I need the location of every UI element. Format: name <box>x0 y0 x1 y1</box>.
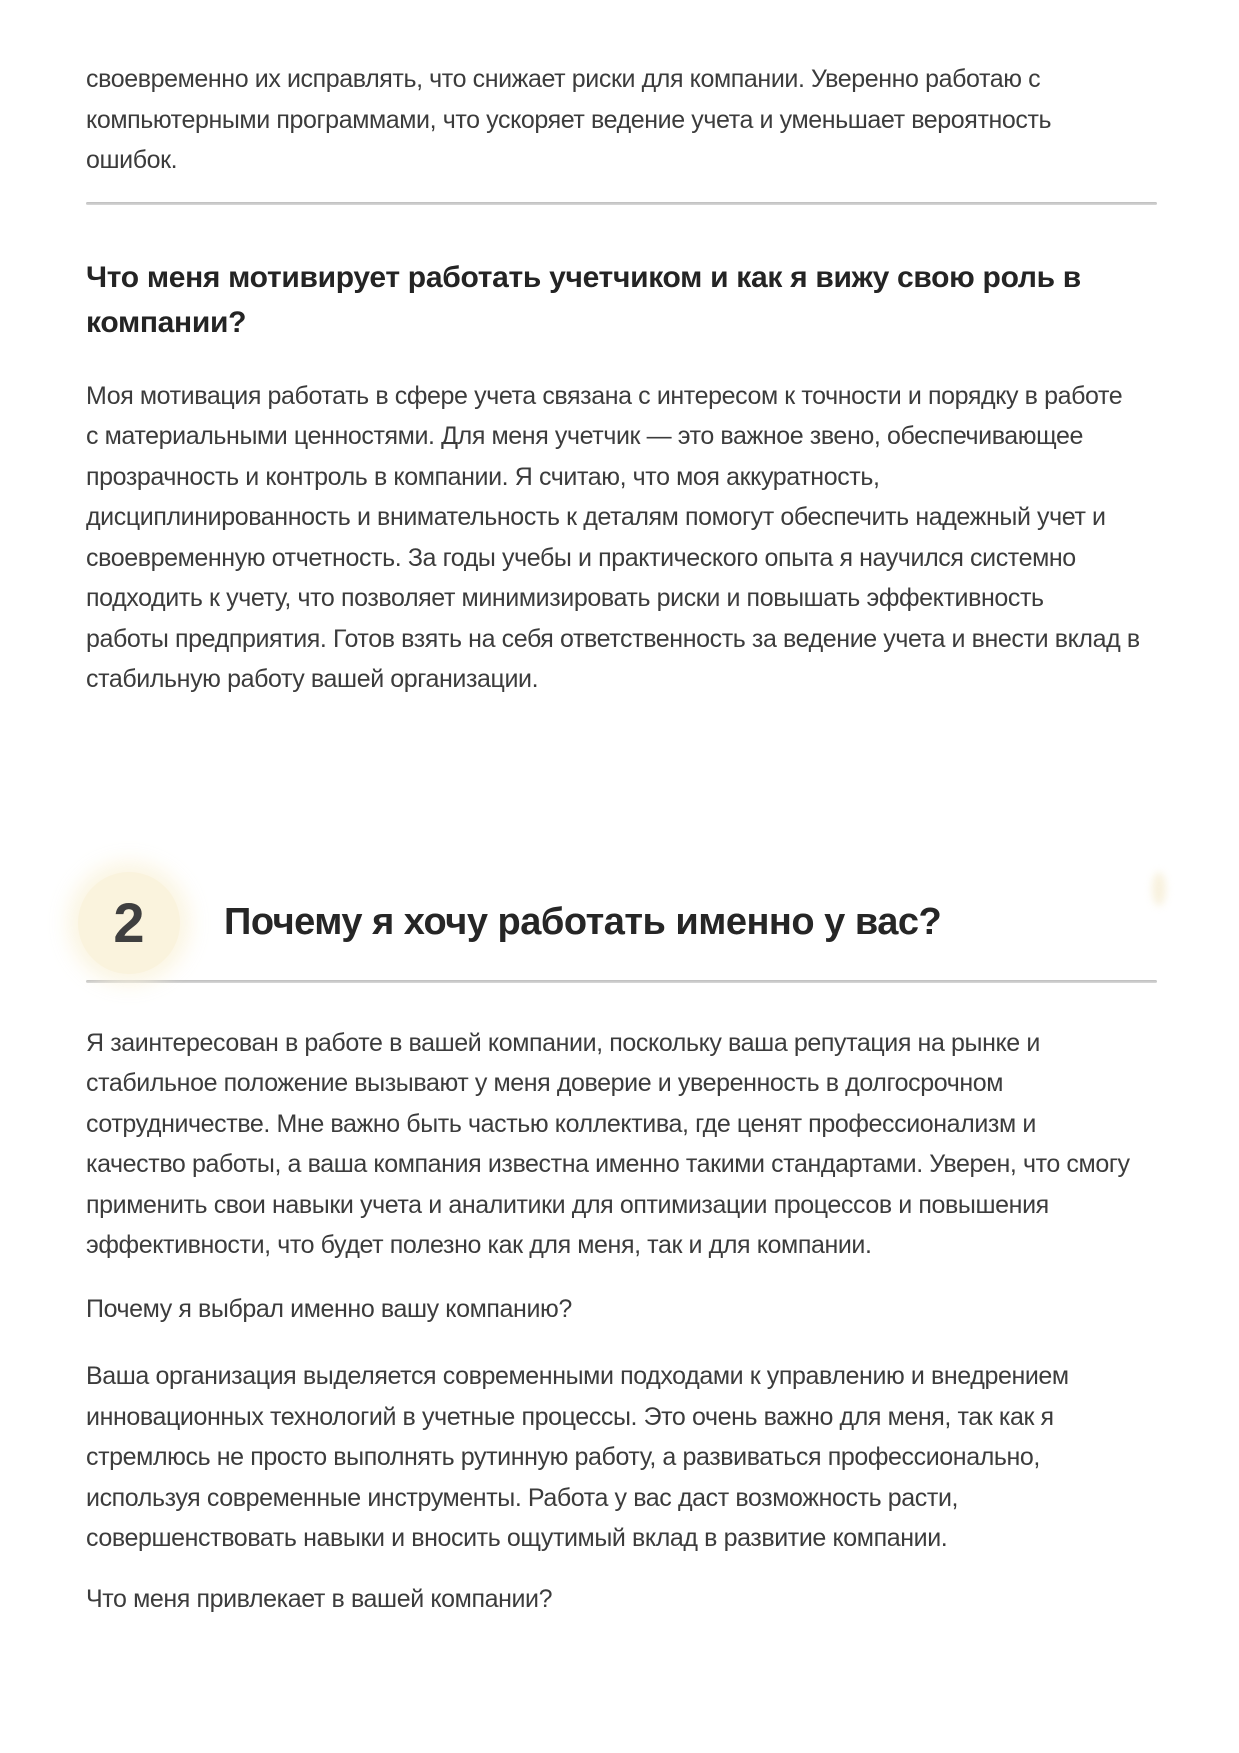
text-line: стабильное положение вызывают у меня доверие и уверенность в долгосрочном <box>86 1069 1004 1097</box>
section-2-sub-question-1: Почему я выбрал именно вашу компанию? <box>86 1294 572 1323</box>
section-number-badge <box>78 872 180 974</box>
text-line: Ваша организация выделяется современными подходами к управлению и внедрением <box>86 1362 1069 1390</box>
text-line: инновационных технологий в учетные процессы. Это очень важно для меня, так как я <box>86 1402 1054 1431</box>
divider-top <box>86 202 1157 205</box>
text-line: своевременно их исправлять, что снижает риски для компании. Уверенно работаю с <box>86 65 1041 93</box>
intro-paragraph <box>86 59 1157 181</box>
text-line: качество работы, а ваша компания известна именно такими стандартами. Уверен, что смогу <box>86 1150 1130 1178</box>
section-2-title: Почему я хочу работать именно у вас? <box>224 901 942 943</box>
question-1-heading <box>86 255 1157 345</box>
section-number: 2 <box>113 890 145 954</box>
divider-section-2 <box>86 980 1157 983</box>
text-line: работы предприятия. Готов взять на себя ответственность за ведение учета и внести вклад в <box>86 624 1140 653</box>
text-line: стремлюсь не просто выполнять рутинную работу, а развиваться профессионально, <box>86 1443 1040 1471</box>
question-1-answer-paragraph <box>86 376 1157 700</box>
text-line: Моя мотивация работать в сфере учета связана с интересом к точности и порядку в работе <box>86 381 1123 410</box>
section-2-paragraph-1 <box>86 1023 1157 1266</box>
text-line: совершенствовать навыки и вносить ощутимый вклад в развитие компании. <box>86 1524 948 1552</box>
text-line: стабильную работу вашей организации. <box>86 665 539 693</box>
section-2-sub-question-2: Что меня привлекает в вашей компании? <box>86 1584 553 1613</box>
text-line: прозрачность и контроль в компании. Я считаю, что моя аккуратность, <box>86 462 880 491</box>
text-line: компании? <box>86 305 247 339</box>
text-line: Я заинтересован в работе в вашей компании, поскольку ваша репутация на рынке и <box>86 1028 1040 1057</box>
text-line: подходить к учету, что позволяет минимизировать риски и повышать эффективность <box>86 584 1044 612</box>
text-line: дисциплинированность и внимательность к деталям помогут обеспечить надежный учет и <box>86 503 1106 531</box>
text-line: эффективности, что будет полезно как для меня, так и для компании. <box>86 1231 872 1259</box>
text-line: Что меня мотивирует работать учетчиком и как я вижу свою роль в <box>86 260 1081 294</box>
decorative-glow <box>1152 872 1166 906</box>
text-line: ошибок. <box>86 146 178 174</box>
document-content <box>86 59 1157 1619</box>
text-line: с материальными ценностями. Для меня учетчик — это важное звено, обеспечивающее <box>86 422 1084 450</box>
text-line: применить свои навыки учета и аналитики для оптимизации процессов и повышения <box>86 1190 1049 1219</box>
section-2-header <box>86 872 1157 974</box>
text-line: используя современные инструменты. Работа у вас даст возможность расти, <box>86 1483 959 1512</box>
text-line: сотрудничестве. Мне важно быть частью коллектива, где ценят профессионализм и <box>86 1109 1036 1138</box>
section-2-paragraph-2 <box>86 1356 1157 1559</box>
text-line: компьютерными программами, что ускоряет ведение учета и уменьшает вероятность <box>86 105 1052 134</box>
text-line: своевременную отчетность. За годы учебы и практического опыта я научился системно <box>86 543 1076 572</box>
